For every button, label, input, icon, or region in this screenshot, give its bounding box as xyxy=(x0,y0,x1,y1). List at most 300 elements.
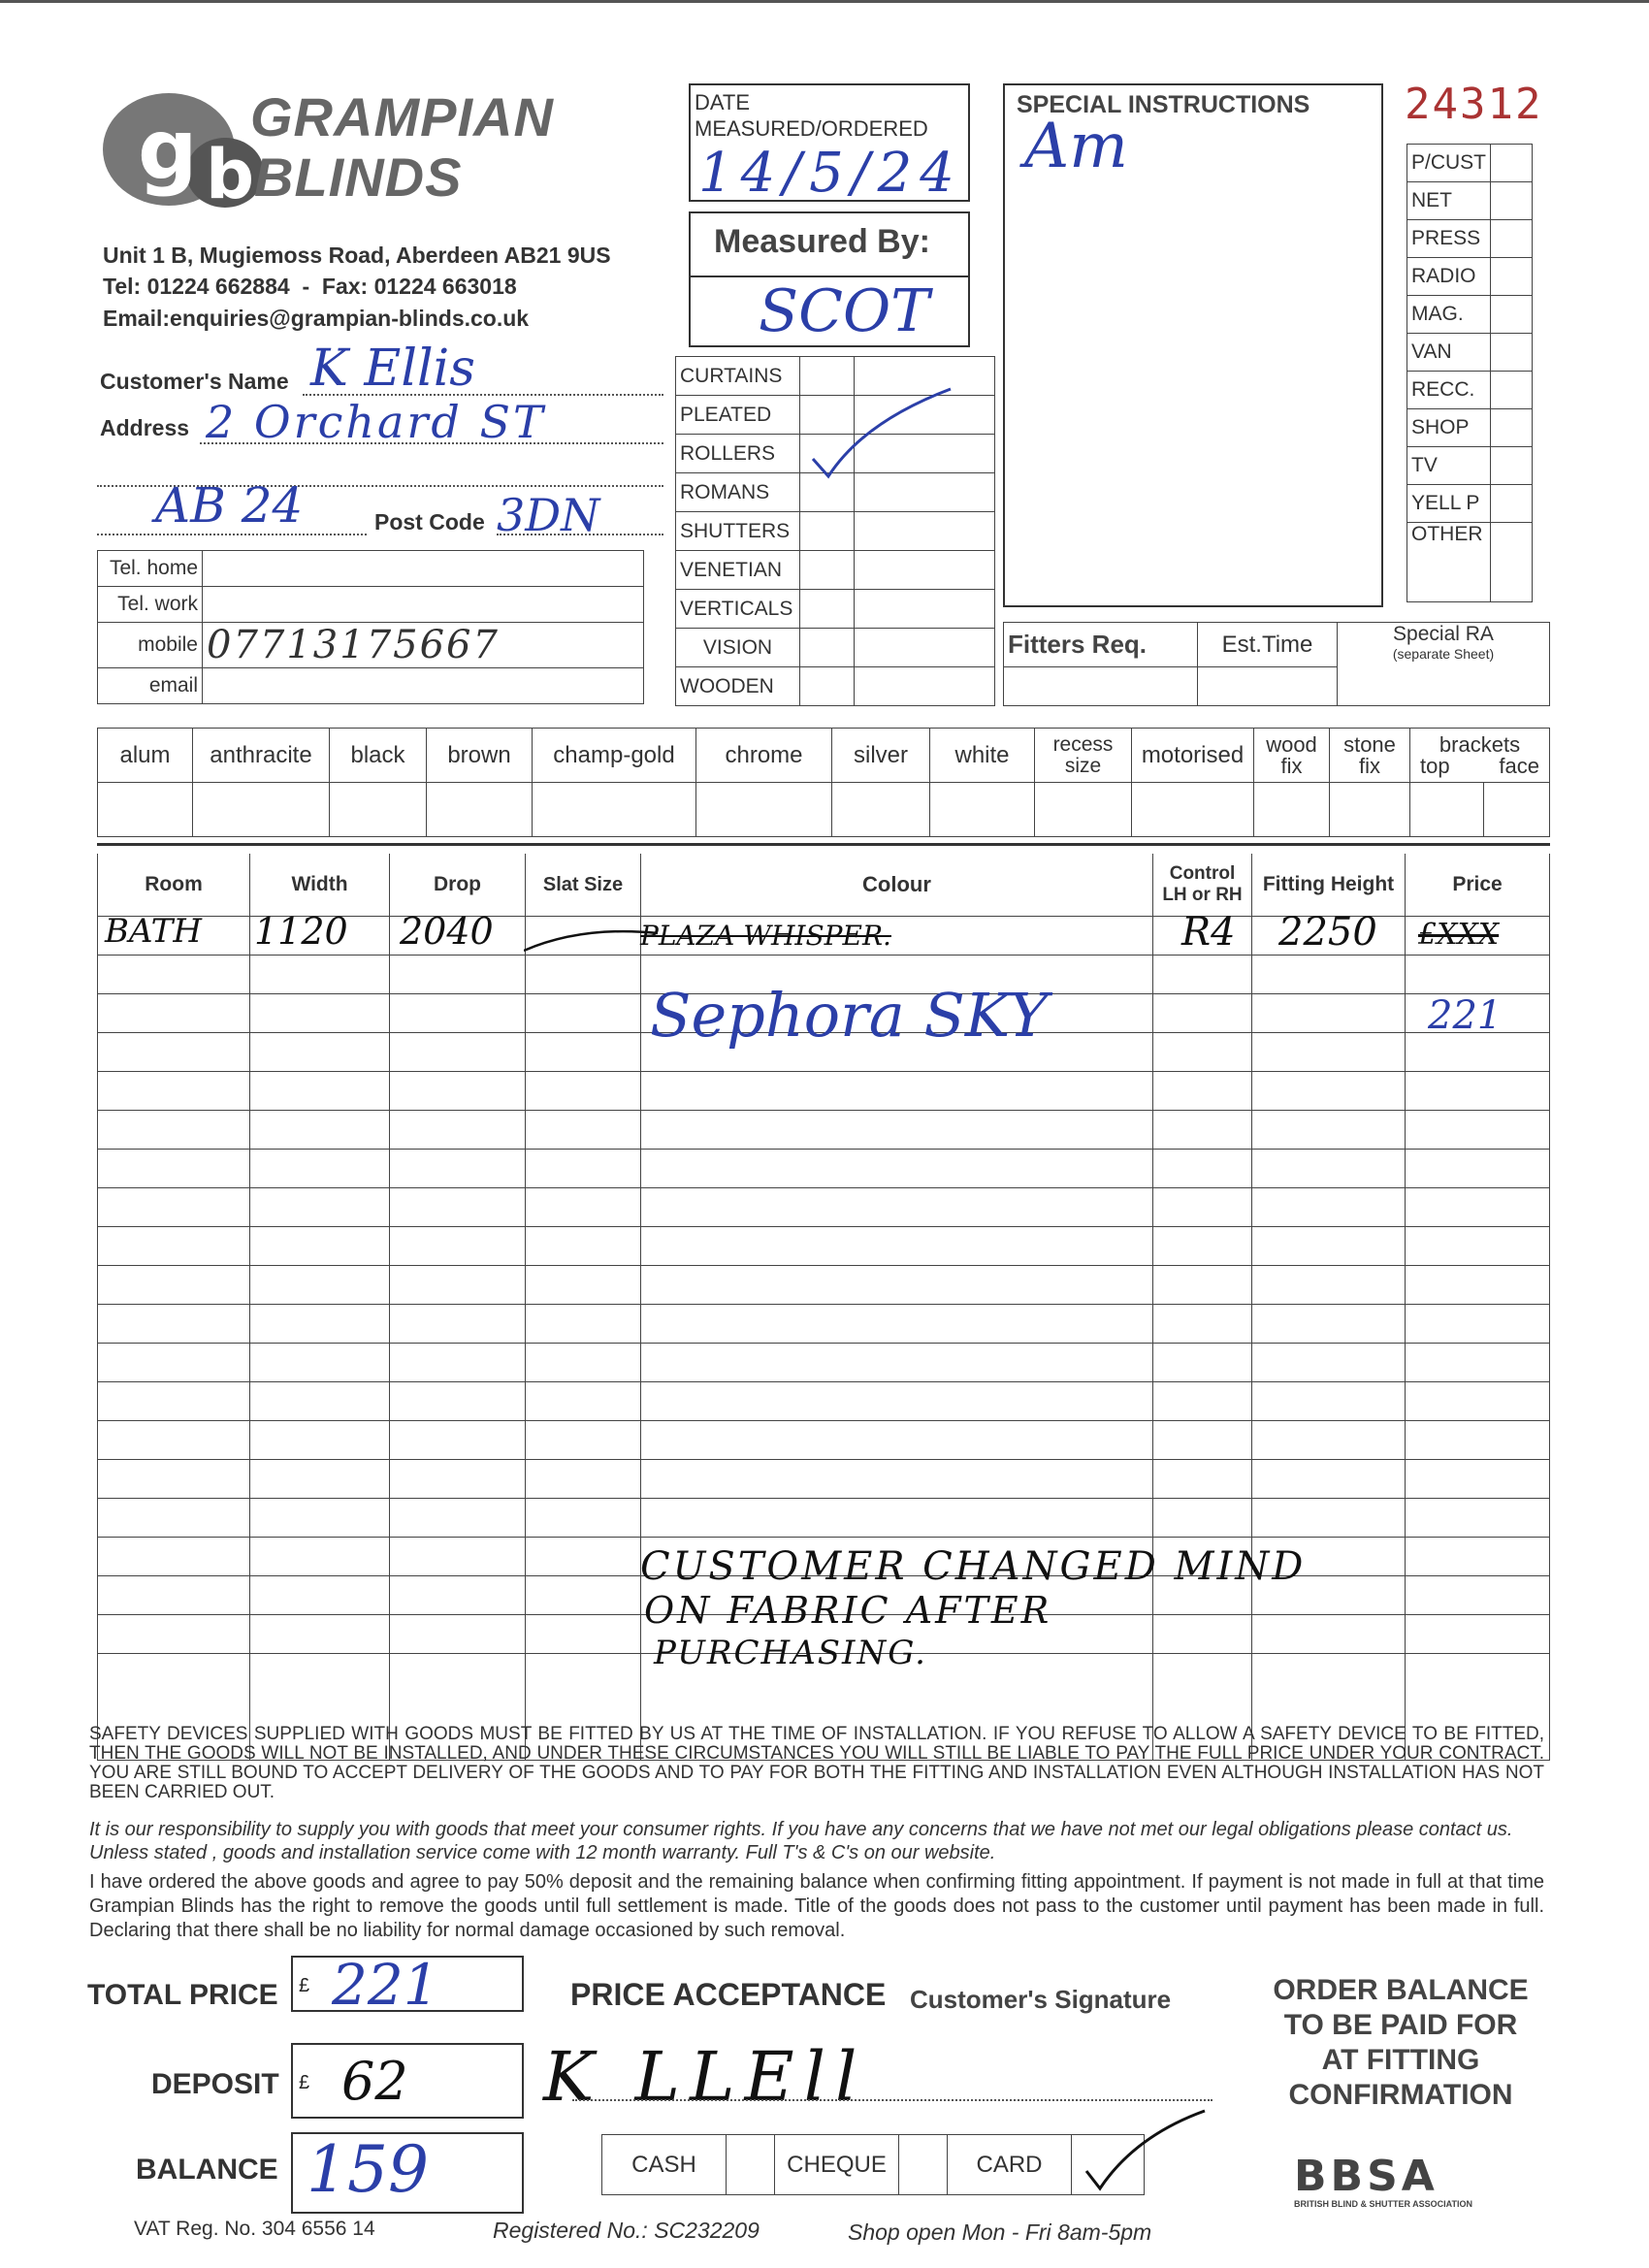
table-cell[interactable] xyxy=(1252,1110,1406,1149)
postcode-label: Post Code xyxy=(374,509,485,535)
table-cell[interactable] xyxy=(1252,1614,1406,1653)
source-label: YELL P xyxy=(1407,485,1491,523)
option-value[interactable] xyxy=(330,783,427,837)
table-cell[interactable] xyxy=(1406,1498,1550,1537)
table-cell[interactable] xyxy=(526,1381,641,1420)
company-email: Email:enquiries@grampian-blinds.co.uk xyxy=(103,306,530,331)
col-header-height: Fitting Height xyxy=(1252,854,1406,916)
col-header-price: Price xyxy=(1406,854,1550,916)
table-cell[interactable] xyxy=(250,1343,390,1381)
table-cell[interactable] xyxy=(1252,1226,1406,1265)
table-cell[interactable] xyxy=(1153,1187,1252,1226)
product-label: SHUTTERS xyxy=(676,512,800,551)
logo-mark-icon xyxy=(99,83,264,210)
company-logo xyxy=(99,83,264,210)
source-check[interactable] xyxy=(1491,145,1533,182)
table-cell[interactable] xyxy=(1153,955,1252,993)
table-cell[interactable] xyxy=(250,1420,390,1459)
option-label: wood fix xyxy=(1254,729,1330,783)
payment-cheque-check[interactable] xyxy=(899,2135,948,2195)
contact-value[interactable] xyxy=(203,587,644,623)
table-cell[interactable] xyxy=(526,1149,641,1187)
table-cell[interactable] xyxy=(1252,993,1406,1032)
payment-cheque-label: CHEQUE xyxy=(775,2135,899,2195)
table-cell[interactable] xyxy=(1252,1187,1406,1226)
product-label: ROMANS xyxy=(676,473,800,512)
table-cell[interactable] xyxy=(1153,1343,1252,1381)
table-row xyxy=(98,1110,1550,1149)
date-label: DATE MEASURED/ORDERED xyxy=(695,90,928,141)
table-cell[interactable] xyxy=(526,1537,641,1575)
option-label: white xyxy=(930,729,1035,783)
source-label: P/CUST xyxy=(1407,145,1491,182)
col-header-room: Room xyxy=(98,854,250,916)
table-cell[interactable] xyxy=(1252,955,1406,993)
table-cell[interactable] xyxy=(1406,1575,1550,1614)
row2-price[interactable]: 221 xyxy=(1428,993,1503,1038)
table-cell[interactable] xyxy=(1153,1498,1252,1537)
measured-by-label: Measured By: xyxy=(714,223,930,260)
table-row xyxy=(98,1304,1550,1343)
total-price-value[interactable]: 221 xyxy=(332,1952,439,2018)
table-cell[interactable] xyxy=(1153,1614,1252,1653)
table-cell[interactable] xyxy=(98,1575,250,1614)
terms-agreement: I have ordered the above goods and agree to pay 50% deposit and the remaining balance when confirming fitting appointment. If payment is not made in full at that time Grampian Blinds has the right to remove the goods until full settlement is made. Title of the goods does not pass to the customer until payment has been made in full. Declaring that there shall be no liability for normal damage occasioned by such removal. xyxy=(89,1871,1544,1941)
table-cell[interactable] xyxy=(390,1304,526,1343)
table-cell[interactable] xyxy=(1252,1343,1406,1381)
option-label: silver xyxy=(832,729,930,783)
table-cell[interactable] xyxy=(250,1459,390,1498)
row1-width[interactable]: 1120 xyxy=(254,910,348,953)
table-cell[interactable] xyxy=(641,1381,1153,1420)
source-check[interactable] xyxy=(1491,447,1533,485)
brackets-face-label: face xyxy=(1499,753,1539,778)
bbsa-logo xyxy=(1294,2152,1527,2209)
option-value[interactable] xyxy=(930,783,1035,837)
table-cell[interactable] xyxy=(390,1498,526,1537)
source-label: VAN xyxy=(1407,334,1491,372)
product-check[interactable] xyxy=(800,667,855,706)
total-price-label: TOTAL PRICE xyxy=(87,1979,278,2011)
table-cell[interactable] xyxy=(1406,1420,1550,1459)
order-balance-line: TO BE PAID FOR xyxy=(1283,2009,1518,2041)
table-cell[interactable] xyxy=(1153,1420,1252,1459)
table-cell[interactable] xyxy=(390,1459,526,1498)
table-cell[interactable] xyxy=(526,993,641,1032)
balance-box xyxy=(291,2132,524,2214)
table-cell[interactable] xyxy=(390,1226,526,1265)
bbsa-full: BRITISH BLIND & SHUTTER ASSOCIATION xyxy=(1294,2199,1472,2209)
postcode-prefix-line xyxy=(97,534,367,535)
table-cell[interactable] xyxy=(1406,1381,1550,1420)
total-price-box xyxy=(291,1952,524,2018)
contact-label: Tel. work xyxy=(98,587,203,623)
deposit-box xyxy=(291,2043,524,2119)
table-cell[interactable] xyxy=(98,993,250,1032)
table-cell[interactable] xyxy=(1252,1071,1406,1110)
table-cell[interactable] xyxy=(250,1149,390,1187)
table-cell[interactable] xyxy=(390,1614,526,1653)
contact-value[interactable] xyxy=(203,668,644,704)
table-cell[interactable] xyxy=(390,1071,526,1110)
note-line-2[interactable]: ON FABRIC AFTER xyxy=(644,1589,1052,1632)
table-cell[interactable] xyxy=(1153,1381,1252,1420)
special-instructions-value[interactable]: Am xyxy=(1024,111,1128,182)
row1-colour-struck[interactable]: PLAZA WHISPER. xyxy=(640,920,891,952)
table-cell[interactable] xyxy=(1406,955,1550,993)
measured-by-value[interactable]: SCOT xyxy=(759,277,930,345)
table-cell[interactable] xyxy=(641,1420,1153,1459)
table-cell[interactable] xyxy=(390,1343,526,1381)
svg-text:b: b xyxy=(206,135,255,210)
row1-room[interactable]: BATH xyxy=(105,912,203,951)
table-cell[interactable] xyxy=(1252,1381,1406,1420)
table-cell[interactable] xyxy=(641,1343,1153,1381)
terms-responsibility: It is our responsibility to supply you with goods that meet your consumer rights. If you have any concerns that we have not met our legal obligations please contact us. Unless stated , goods and installation service come with 12 month warranty. Full T's & C's on our website. xyxy=(89,1819,1513,1863)
table-cell[interactable] xyxy=(250,1110,390,1149)
table-row xyxy=(98,1265,1550,1304)
product-extra xyxy=(855,590,995,629)
table-cell[interactable] xyxy=(1153,1265,1252,1304)
table-cell[interactable] xyxy=(526,955,641,993)
table-cell[interactable] xyxy=(98,1149,250,1187)
address-value[interactable]: 2 Orchard ST xyxy=(206,396,546,448)
table-cell[interactable] xyxy=(1406,1032,1550,1071)
price-acceptance-sub: Customer's Signature xyxy=(910,1985,1172,2014)
table-cell[interactable] xyxy=(250,1071,390,1110)
table-cell[interactable] xyxy=(641,1498,1153,1537)
table-cell[interactable] xyxy=(98,1537,250,1575)
source-label: NET xyxy=(1407,182,1491,220)
table-cell[interactable] xyxy=(1153,993,1252,1032)
table-cell[interactable] xyxy=(98,1304,250,1343)
table-cell[interactable] xyxy=(1252,1304,1406,1343)
table-cell[interactable] xyxy=(1153,1032,1252,1071)
customer-name-label: Customer's Name xyxy=(100,369,289,394)
special-ra-label: Special RA xyxy=(1393,623,1494,645)
option-label: black xyxy=(330,729,427,783)
table-cell[interactable] xyxy=(1406,1265,1550,1304)
contact-label: mobile xyxy=(98,623,203,668)
customer-name-value[interactable]: K Ellis xyxy=(310,340,475,398)
postcode-prefix[interactable]: AB 24 xyxy=(155,477,304,534)
deposit-value[interactable]: 62 xyxy=(341,2051,408,2112)
special-ra-cell xyxy=(1338,623,1550,706)
source-check[interactable] xyxy=(1491,334,1533,372)
table-row xyxy=(98,1071,1550,1110)
row1-price-struck[interactable]: £XXX xyxy=(1418,918,1500,952)
table-cell[interactable] xyxy=(526,1459,641,1498)
table-cell[interactable] xyxy=(1406,1304,1550,1343)
product-check[interactable] xyxy=(800,629,855,667)
order-balance-line: ORDER BALANCE xyxy=(1273,1974,1529,2006)
table-cell[interactable] xyxy=(526,1032,641,1071)
bracket-top-value[interactable] xyxy=(1410,783,1484,837)
table-cell[interactable] xyxy=(1252,1265,1406,1304)
customer-signature[interactable]: K LLEll xyxy=(543,2037,867,2117)
col-header-colour: Colour xyxy=(641,854,1153,916)
source-check[interactable] xyxy=(1491,296,1533,334)
deposit-label: DEPOSIT xyxy=(151,2068,279,2100)
table-cell[interactable] xyxy=(641,1149,1153,1187)
product-check[interactable] xyxy=(800,551,855,590)
table-cell[interactable] xyxy=(526,1343,641,1381)
table-cell[interactable] xyxy=(98,1381,250,1420)
table-cell[interactable] xyxy=(641,1187,1153,1226)
table-cell[interactable] xyxy=(526,1265,641,1304)
price-acceptance-label: PRICE ACCEPTANCE xyxy=(570,1977,887,2012)
payment-card-label: CARD xyxy=(948,2135,1072,2195)
table-cell[interactable] xyxy=(641,1265,1153,1304)
option-label: champ-gold xyxy=(533,729,696,783)
row1-height[interactable]: 2250 xyxy=(1278,910,1377,955)
table-cell[interactable] xyxy=(1406,1071,1550,1110)
mobile-value[interactable]: 07713175667 xyxy=(203,623,644,668)
option-value[interactable] xyxy=(98,783,193,837)
table-cell[interactable] xyxy=(1406,1226,1550,1265)
table-cell[interactable] xyxy=(526,1187,641,1226)
product-label: CURTAINS xyxy=(676,357,800,396)
vat-reg: VAT Reg. No. 304 6556 14 xyxy=(134,2218,375,2240)
table-cell[interactable] xyxy=(98,1032,250,1071)
payment-methods xyxy=(601,2134,1145,2195)
table-cell[interactable] xyxy=(250,1032,390,1071)
table-cell[interactable] xyxy=(1153,1304,1252,1343)
option-value[interactable] xyxy=(1035,783,1132,837)
terms-safety: SAFETY DEVICES SUPPLIED WITH GOODS MUST BE FITTED BY US AT THE TIME OF INSTALLATION. IF YOU REFUSE TO ALLOW A SAFETY DEVICE TO BE FITTED, THEN THE GOODS WILL NOT BE INSTALLED, AND UNDER THESE CIRCUMSTANCES YOU WILL STILL BE LIABLE TO PAY THE FULL PRICE UNDER YOUR CONTRACT. YOU ARE STILL BOUND TO ACCEPT DELIVERY OF THE GOODS AND TO PAY FOR BOTH THE FITTING AND INSTALLATION EVEN ALTHOUGH INSTALLATION HAS NOT BEEN CARRIED OUT. xyxy=(89,1724,1544,1802)
brackets-label: brackets xyxy=(1439,731,1521,757)
source-check[interactable] xyxy=(1491,485,1533,523)
table-cell[interactable] xyxy=(98,1110,250,1149)
note-line-1[interactable]: CUSTOMER CHANGED MIND xyxy=(640,1544,1307,1589)
table-row xyxy=(98,1187,1550,1226)
table-cell[interactable] xyxy=(98,1226,250,1265)
table-cell[interactable] xyxy=(390,1537,526,1575)
table-row xyxy=(98,1149,1550,1187)
option-value[interactable] xyxy=(427,783,533,837)
product-label: VERTICALS xyxy=(676,590,800,629)
contact-table xyxy=(97,550,644,704)
table-cell[interactable] xyxy=(98,1459,250,1498)
payment-cash-label: CASH xyxy=(602,2135,727,2195)
company-tel: Tel: 01224 662884 - Fax: 01224 663018 xyxy=(103,274,517,299)
measured-by-box xyxy=(689,211,970,347)
table-cell[interactable] xyxy=(1406,1459,1550,1498)
brackets-top-label: top xyxy=(1420,753,1450,778)
table-cell[interactable] xyxy=(1406,1110,1550,1149)
table-cell[interactable] xyxy=(1153,1226,1252,1265)
table-cell[interactable] xyxy=(1153,1459,1252,1498)
option-label: brown xyxy=(427,729,533,783)
options-table xyxy=(97,728,1550,837)
source-checklist xyxy=(1406,144,1533,602)
table-cell[interactable] xyxy=(1252,1032,1406,1071)
svg-text:g: g xyxy=(138,102,198,199)
row1-control[interactable]: R4 xyxy=(1181,910,1236,955)
table-cell[interactable] xyxy=(390,993,526,1032)
table-cell[interactable] xyxy=(1406,1537,1550,1575)
option-value[interactable] xyxy=(1254,783,1330,837)
product-label: PLEATED xyxy=(676,396,800,435)
row1-drop[interactable]: 2040 xyxy=(400,910,494,953)
table-cell[interactable] xyxy=(641,1110,1153,1149)
source-label: RADIO xyxy=(1407,258,1491,296)
table-cell[interactable] xyxy=(250,1614,390,1653)
table-row xyxy=(98,1498,1550,1537)
table-cell[interactable] xyxy=(98,1420,250,1459)
product-label: WOODEN xyxy=(676,667,800,706)
table-cell[interactable] xyxy=(250,1265,390,1304)
table-cell[interactable] xyxy=(1252,1149,1406,1187)
contact-label: Tel. home xyxy=(98,551,203,587)
date-value[interactable]: 14/5/24 xyxy=(698,142,962,205)
date-box xyxy=(689,83,970,205)
signature-line xyxy=(572,2099,1212,2101)
table-cell[interactable] xyxy=(390,1575,526,1614)
deposit-currency: £ xyxy=(299,2072,310,2093)
table-cell[interactable] xyxy=(1153,1110,1252,1149)
table-cell[interactable] xyxy=(1252,1459,1406,1498)
card-checkmark-icon xyxy=(1077,2107,1212,2194)
option-value[interactable] xyxy=(533,783,696,837)
table-cell[interactable] xyxy=(250,1381,390,1420)
product-extra xyxy=(855,667,995,706)
table-cell[interactable] xyxy=(250,955,390,993)
table-cell[interactable] xyxy=(390,955,526,993)
source-label: OTHER xyxy=(1407,523,1491,602)
table-cell[interactable] xyxy=(250,1304,390,1343)
col-header-width: Width xyxy=(250,854,390,916)
table-cell[interactable] xyxy=(526,1304,641,1343)
page-top-edge xyxy=(0,0,1649,3)
table-row xyxy=(98,1343,1550,1381)
option-value[interactable] xyxy=(193,783,330,837)
table-cell[interactable] xyxy=(1406,1149,1550,1187)
table-cell[interactable] xyxy=(390,1149,526,1187)
table-cell[interactable] xyxy=(641,1304,1153,1343)
option-value[interactable] xyxy=(696,783,832,837)
table-cell[interactable] xyxy=(641,1459,1153,1498)
col-header-drop: Drop xyxy=(390,854,526,916)
product-extra xyxy=(855,512,995,551)
col-header-control: Control LH or RH xyxy=(1153,854,1252,916)
table-cell[interactable] xyxy=(98,1187,250,1226)
table-cell[interactable] xyxy=(250,1226,390,1265)
product-label: ROLLERS xyxy=(676,435,800,473)
fitters-table xyxy=(1003,622,1550,706)
source-check[interactable] xyxy=(1491,182,1533,220)
table-cell[interactable] xyxy=(98,1265,250,1304)
option-label: alum xyxy=(98,729,193,783)
col-header-slat: Slat Size xyxy=(526,854,641,916)
product-extra xyxy=(855,551,995,590)
table-cell[interactable] xyxy=(526,1498,641,1537)
table-cell[interactable] xyxy=(1153,1071,1252,1110)
fitters-value[interactable] xyxy=(1004,667,1198,706)
product-check[interactable] xyxy=(800,512,855,551)
row1-strike-line xyxy=(524,923,660,953)
table-cell[interactable] xyxy=(526,1226,641,1265)
balance-value[interactable]: 159 xyxy=(307,2132,429,2207)
source-check[interactable] xyxy=(1491,523,1533,602)
table-cell[interactable] xyxy=(390,1381,526,1420)
table-cell[interactable] xyxy=(526,1614,641,1653)
table-cell[interactable] xyxy=(98,1498,250,1537)
contact-label: email xyxy=(98,668,203,704)
table-cell[interactable] xyxy=(390,1032,526,1071)
table-cell[interactable] xyxy=(526,1110,641,1149)
table-cell[interactable] xyxy=(98,955,250,993)
brackets-cell xyxy=(1410,729,1550,783)
table-cell[interactable] xyxy=(390,1187,526,1226)
table-cell[interactable] xyxy=(641,1071,1153,1110)
option-label: anthracite xyxy=(193,729,330,783)
product-check[interactable] xyxy=(800,590,855,629)
option-value[interactable] xyxy=(1330,783,1410,837)
row2-colour[interactable]: Sephora SKY xyxy=(650,980,1049,1051)
option-label: stone fix xyxy=(1330,729,1410,783)
order-table-top-rule xyxy=(97,843,1550,846)
table-cell[interactable] xyxy=(390,1110,526,1149)
option-value[interactable] xyxy=(832,783,930,837)
table-cell[interactable] xyxy=(1406,1614,1550,1653)
table-cell[interactable] xyxy=(250,1187,390,1226)
note-line-3[interactable]: PURCHASING. xyxy=(654,1634,927,1672)
table-cell[interactable] xyxy=(98,1614,250,1653)
option-value[interactable] xyxy=(1132,783,1254,837)
table-cell[interactable] xyxy=(390,1420,526,1459)
table-cell[interactable] xyxy=(526,1575,641,1614)
table-cell[interactable] xyxy=(1406,1343,1550,1381)
table-cell[interactable] xyxy=(250,1498,390,1537)
table-cell[interactable] xyxy=(641,1226,1153,1265)
order-balance-notice xyxy=(1245,1973,1556,2113)
address-label: Address xyxy=(100,415,190,440)
source-label: PRESS xyxy=(1407,220,1491,258)
source-check[interactable] xyxy=(1491,220,1533,258)
special-instructions-label: SPECIAL INSTRUCTIONS xyxy=(1017,91,1310,118)
fitters-label: Fitters Req. xyxy=(1004,623,1198,667)
table-cell[interactable] xyxy=(98,1071,250,1110)
table-cell[interactable] xyxy=(250,993,390,1032)
source-check[interactable] xyxy=(1491,258,1533,296)
table-cell[interactable] xyxy=(1252,1420,1406,1459)
table-cell[interactable] xyxy=(1406,1187,1550,1226)
option-label: motorised xyxy=(1132,729,1254,783)
table-row xyxy=(98,1381,1550,1420)
shop-hours: Shop open Mon - Fri 8am-5pm xyxy=(848,2219,1152,2245)
table-cell[interactable] xyxy=(98,1343,250,1381)
table-cell[interactable] xyxy=(1252,1498,1406,1537)
source-check[interactable] xyxy=(1491,372,1533,409)
table-cell[interactable] xyxy=(526,1071,641,1110)
contact-value[interactable] xyxy=(203,551,644,587)
table-cell[interactable] xyxy=(250,1575,390,1614)
product-extra xyxy=(855,629,995,667)
postcode-value[interactable]: 3DN xyxy=(497,489,600,541)
table-cell[interactable] xyxy=(1153,1149,1252,1187)
source-check[interactable] xyxy=(1491,409,1533,447)
est-time-value[interactable] xyxy=(1198,667,1338,706)
payment-cash-check[interactable] xyxy=(727,2135,775,2195)
bbsa-name: BBSA xyxy=(1294,2152,1439,2201)
table-cell[interactable] xyxy=(250,1537,390,1575)
table-cell[interactable] xyxy=(526,1420,641,1459)
registered-no: Registered No.: SC232209 xyxy=(493,2218,760,2243)
table-cell[interactable] xyxy=(390,1265,526,1304)
bracket-face-value[interactable] xyxy=(1484,783,1550,837)
company-name-line2: BLINDS xyxy=(254,146,463,208)
